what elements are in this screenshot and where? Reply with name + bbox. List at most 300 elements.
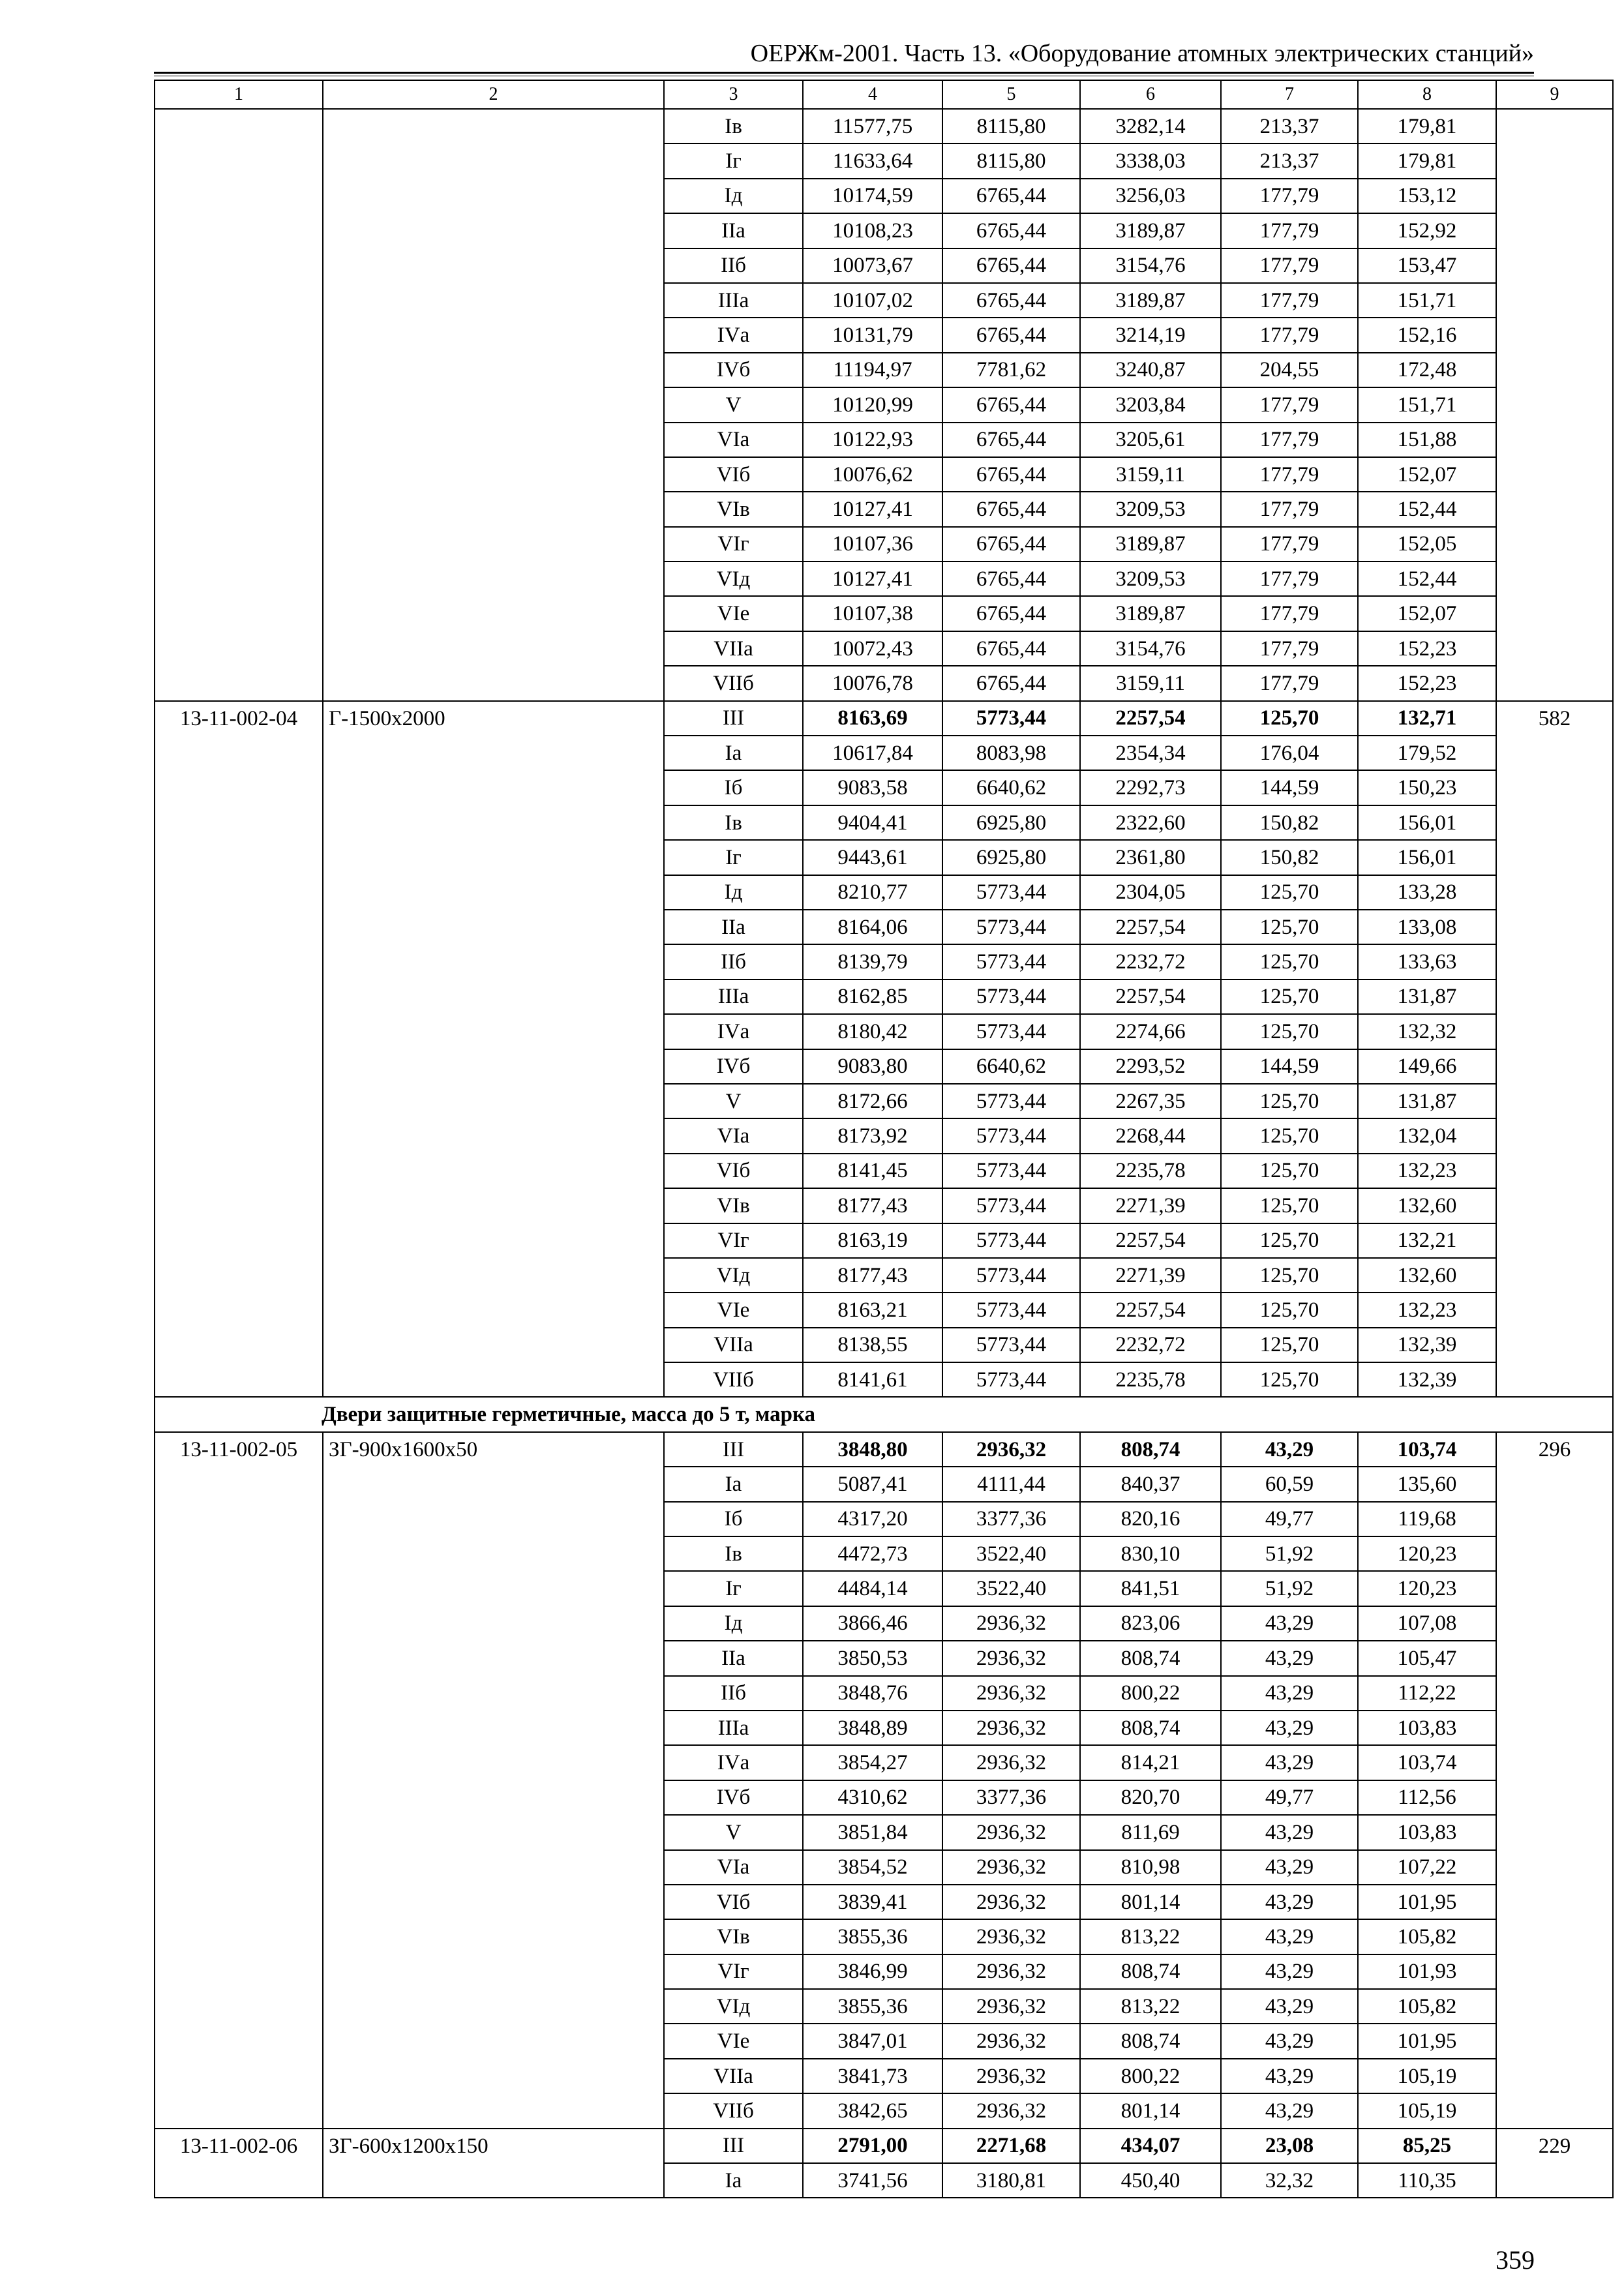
value-cell: 10108,23 [803,213,942,248]
table-row [155,2129,1613,2163]
value-cell: 152,07 [1358,457,1496,492]
value-cell: 2354,34 [1080,736,1221,770]
rate-code-cell: 13-11-002-05 [155,1432,323,2129]
value-cell: 43,29 [1221,1954,1358,1989]
zone-cell: VIг [664,1223,803,1258]
zone-cell: V [664,1815,803,1849]
table-body [155,80,1613,2198]
value-cell: 8138,55 [803,1328,942,1362]
section-heading-row [155,1397,1613,1431]
value-cell: 8173,92 [803,1118,942,1153]
value-cell: 103,74 [1358,1432,1496,1467]
column-number-header: 1 [155,80,323,109]
value-cell: 8172,66 [803,1084,942,1118]
value-cell: 2936,32 [942,1711,1080,1745]
value-cell: 8163,69 [803,701,942,736]
zone-cell: IIа [664,1641,803,1675]
value-cell: 2791,00 [803,2129,942,2163]
value-cell: 150,23 [1358,770,1496,805]
zone-cell: Iг [664,840,803,875]
value-cell: 3741,56 [803,2163,942,2198]
value-cell: 112,22 [1358,1676,1496,1711]
value-cell: 125,70 [1221,1154,1358,1188]
value-cell: 3205,61 [1080,423,1221,457]
value-cell: 820,16 [1080,1502,1221,1536]
column-9-cell: 296 [1496,1432,1613,2129]
zone-cell: VIг [664,527,803,561]
value-cell: 450,40 [1080,2163,1221,2198]
value-cell: 131,87 [1358,980,1496,1014]
value-cell: 101,95 [1358,1885,1496,1919]
value-cell: 151,71 [1358,387,1496,422]
value-cell: 6925,80 [942,840,1080,875]
value-cell: 813,22 [1080,1919,1221,1954]
equipment-name-cell [323,109,664,701]
zone-cell: VIв [664,1188,803,1223]
value-cell: 10617,84 [803,736,942,770]
value-cell: 3154,76 [1080,248,1221,283]
value-cell: 3841,73 [803,2059,942,2093]
value-cell: 2936,32 [942,1432,1080,1467]
value-cell: 2271,68 [942,2129,1080,2163]
value-cell: 2293,52 [1080,1049,1221,1084]
zone-cell: VIа [664,1118,803,1153]
value-cell: 156,01 [1358,805,1496,840]
value-cell: 11577,75 [803,109,942,143]
value-cell: 3839,41 [803,1885,942,1919]
value-cell: 801,14 [1080,1885,1221,1919]
value-cell: 112,56 [1358,1780,1496,1815]
value-cell: 5773,44 [942,910,1080,944]
value-cell: 125,70 [1221,1328,1358,1362]
value-cell: 3855,36 [803,1919,942,1954]
zone-cell: Iб [664,770,803,805]
value-cell: 5773,44 [942,1014,1080,1049]
zone-cell: Iв [664,1536,803,1571]
zone-cell: VIд [664,1989,803,2024]
value-cell: 830,10 [1080,1536,1221,1571]
column-number-header: 3 [664,80,803,109]
value-cell: 125,70 [1221,910,1358,944]
zone-cell: VIIб [664,1362,803,1397]
value-cell: 5773,44 [942,980,1080,1014]
zone-cell: Iд [664,1606,803,1641]
value-cell: 3159,11 [1080,457,1221,492]
value-cell: 120,23 [1358,1536,1496,1571]
zone-cell: V [664,1084,803,1118]
value-cell: 3189,87 [1080,596,1221,631]
value-cell: 177,79 [1221,318,1358,352]
value-cell: 3855,36 [803,1989,942,2024]
value-cell: 5773,44 [942,1293,1080,1327]
value-cell: 5773,44 [942,701,1080,736]
value-cell: 43,29 [1221,1606,1358,1641]
value-cell: 10072,43 [803,631,942,666]
value-cell: 2936,32 [942,1885,1080,1919]
value-cell: 5773,44 [942,1118,1080,1153]
value-cell: 2304,05 [1080,875,1221,910]
value-cell: 3377,36 [942,1502,1080,1536]
value-cell: 3154,76 [1080,631,1221,666]
value-cell: 8141,45 [803,1154,942,1188]
value-cell: 3846,99 [803,1954,942,1989]
value-cell: 152,07 [1358,596,1496,631]
value-cell: 808,74 [1080,2024,1221,2058]
value-cell: 151,88 [1358,423,1496,457]
value-cell: 125,70 [1221,701,1358,736]
value-cell: 3203,84 [1080,387,1221,422]
zone-cell: VIв [664,1919,803,1954]
zone-cell: VIд [664,561,803,596]
value-cell: 814,21 [1080,1745,1221,1780]
value-cell: 10174,59 [803,179,942,213]
zone-cell: Iд [664,875,803,910]
column-number-header: 6 [1080,80,1221,109]
value-cell: 2232,72 [1080,944,1221,979]
value-cell: 3159,11 [1080,666,1221,700]
value-cell: 177,79 [1221,492,1358,526]
value-cell: 2271,39 [1080,1188,1221,1223]
value-cell: 3866,46 [803,1606,942,1641]
zone-cell: VIв [664,492,803,526]
column-number-header: 8 [1358,80,1496,109]
value-cell: 10127,41 [803,561,942,596]
value-cell: 43,29 [1221,1711,1358,1745]
value-cell: 60,59 [1221,1467,1358,1501]
value-cell: 4484,14 [803,1571,942,1606]
value-cell: 7781,62 [942,353,1080,387]
value-cell: 43,29 [1221,1919,1358,1954]
value-cell: 213,37 [1221,109,1358,143]
value-cell: 5773,44 [942,1084,1080,1118]
value-cell: 10131,79 [803,318,942,352]
value-cell: 10107,38 [803,596,942,631]
value-cell: 5773,44 [942,1188,1080,1223]
value-cell: 177,79 [1221,423,1358,457]
equipment-name-cell: ЗГ-900х1600х50 [323,1432,664,2129]
zone-cell: VIб [664,1885,803,1919]
value-cell: 10073,67 [803,248,942,283]
equipment-name-cell: Г-1500х2000 [323,701,664,1398]
zone-cell: Iб [664,1502,803,1536]
value-cell: 811,69 [1080,1815,1221,1849]
zone-cell: IVб [664,1049,803,1084]
value-cell: 10107,02 [803,283,942,318]
value-cell: 132,23 [1358,1154,1496,1188]
value-cell: 149,66 [1358,1049,1496,1084]
value-cell: 125,70 [1221,1188,1358,1223]
value-cell: 8115,80 [942,143,1080,178]
value-cell: 820,70 [1080,1780,1221,1815]
value-cell: 125,70 [1221,1084,1358,1118]
value-cell: 107,08 [1358,1606,1496,1641]
value-cell: 6765,44 [942,527,1080,561]
zone-cell: VIб [664,457,803,492]
zone-cell: Iа [664,736,803,770]
value-cell: 808,74 [1080,1432,1221,1467]
value-cell: 8083,98 [942,736,1080,770]
column-9-cell: 582 [1496,701,1613,1398]
value-cell: 101,93 [1358,1954,1496,1989]
column-number-header: 5 [942,80,1080,109]
value-cell: 840,37 [1080,1467,1221,1501]
value-cell: 6765,44 [942,631,1080,666]
value-cell: 179,52 [1358,736,1496,770]
value-cell: 132,32 [1358,1014,1496,1049]
value-cell: 4472,73 [803,1536,942,1571]
value-cell: 8177,43 [803,1258,942,1293]
value-cell: 3189,87 [1080,213,1221,248]
value-cell: 3209,53 [1080,561,1221,596]
value-cell: 23,08 [1221,2129,1358,2163]
zone-cell: IIIа [664,283,803,318]
page-number: 359 [1496,2245,1535,2275]
value-cell: 133,63 [1358,944,1496,979]
zone-cell: Iа [664,1467,803,1501]
value-cell: 2936,32 [942,2059,1080,2093]
value-cell: 2257,54 [1080,1223,1221,1258]
value-cell: 808,74 [1080,1641,1221,1675]
value-cell: 2235,78 [1080,1362,1221,1397]
value-cell: 3377,36 [942,1780,1080,1815]
value-cell: 51,92 [1221,1571,1358,1606]
value-cell: 177,79 [1221,248,1358,283]
value-cell: 9083,80 [803,1049,942,1084]
value-cell: 8210,77 [803,875,942,910]
value-cell: 43,29 [1221,1676,1358,1711]
value-cell: 2936,32 [942,1676,1080,1711]
rate-code-cell: 13-11-002-06 [155,2129,323,2198]
value-cell: 105,47 [1358,1641,1496,1675]
value-cell: 3209,53 [1080,492,1221,526]
value-cell: 2257,54 [1080,980,1221,1014]
zone-cell: IIб [664,1676,803,1711]
value-cell: 103,83 [1358,1711,1496,1745]
value-cell: 3848,89 [803,1711,942,1745]
value-cell: 10107,36 [803,527,942,561]
value-cell: 2232,72 [1080,1328,1221,1362]
value-cell: 125,70 [1221,1362,1358,1397]
value-cell: 177,79 [1221,457,1358,492]
value-cell: 2322,60 [1080,805,1221,840]
value-cell: 125,70 [1221,1014,1358,1049]
zone-cell: VIд [664,1258,803,1293]
value-cell: 43,29 [1221,2059,1358,2093]
value-cell: 131,87 [1358,1084,1496,1118]
value-cell: 2257,54 [1080,910,1221,944]
value-cell: 213,37 [1221,143,1358,178]
value-cell: 2257,54 [1080,1293,1221,1327]
value-cell: 8163,19 [803,1223,942,1258]
value-cell: 177,79 [1221,561,1358,596]
zone-cell: VIIа [664,1328,803,1362]
value-cell: 43,29 [1221,1850,1358,1885]
value-cell: 132,21 [1358,1223,1496,1258]
value-cell: 6765,44 [942,318,1080,352]
zone-cell: IIа [664,910,803,944]
value-cell: 32,32 [1221,2163,1358,2198]
value-cell: 2936,32 [942,1954,1080,1989]
value-cell: 3854,52 [803,1850,942,1885]
value-cell: 177,79 [1221,213,1358,248]
column-number-header: 7 [1221,80,1358,109]
value-cell: 10076,78 [803,666,942,700]
rate-code-cell: 13-11-002-04 [155,701,323,1398]
value-cell: 5773,44 [942,1258,1080,1293]
column-number-header: 9 [1496,80,1613,109]
value-cell: 6765,44 [942,248,1080,283]
value-cell: 6765,44 [942,596,1080,631]
value-cell: 51,92 [1221,1536,1358,1571]
value-cell: 5773,44 [942,1328,1080,1362]
value-cell: 177,79 [1221,631,1358,666]
value-cell: 172,48 [1358,353,1496,387]
value-cell: 103,74 [1358,1745,1496,1780]
value-cell: 3850,53 [803,1641,942,1675]
value-cell: 841,51 [1080,1571,1221,1606]
value-cell: 3851,84 [803,1815,942,1849]
value-cell: 434,07 [1080,2129,1221,2163]
value-cell: 152,23 [1358,666,1496,700]
value-cell: 132,60 [1358,1188,1496,1223]
value-cell: 43,29 [1221,1432,1358,1467]
value-cell: 3847,01 [803,2024,942,2058]
value-cell: 179,81 [1358,143,1496,178]
zone-cell: VIа [664,1850,803,1885]
value-cell: 152,92 [1358,213,1496,248]
value-cell: 43,29 [1221,2024,1358,2058]
value-cell: 3214,19 [1080,318,1221,352]
value-cell: 6765,44 [942,283,1080,318]
value-cell: 119,68 [1358,1502,1496,1536]
value-cell: 107,22 [1358,1850,1496,1885]
value-cell: 10127,41 [803,492,942,526]
value-cell: 10122,93 [803,423,942,457]
value-cell: 152,44 [1358,561,1496,596]
value-cell: 2936,32 [942,2024,1080,2058]
zone-cell: Iв [664,109,803,143]
zone-cell: VIе [664,2024,803,2058]
value-cell: 153,12 [1358,179,1496,213]
value-cell: 3180,81 [942,2163,1080,2198]
value-cell: 2267,35 [1080,1084,1221,1118]
value-cell: 5773,44 [942,1154,1080,1188]
zone-cell: III [664,1432,803,1467]
value-cell: 204,55 [1221,353,1358,387]
value-cell: 4111,44 [942,1467,1080,1501]
value-cell: 132,39 [1358,1362,1496,1397]
value-cell: 43,29 [1221,1885,1358,1919]
value-cell: 8163,21 [803,1293,942,1327]
value-cell: 2361,80 [1080,840,1221,875]
value-cell: 3240,87 [1080,353,1221,387]
rates-table [154,80,1614,2198]
value-cell: 9083,58 [803,770,942,805]
value-cell: 5773,44 [942,1362,1080,1397]
value-cell: 801,14 [1080,2093,1221,2128]
zone-cell: IVб [664,1780,803,1815]
value-cell: 11194,97 [803,353,942,387]
value-cell: 8139,79 [803,944,942,979]
section-heading: Двери защитные герметичные, масса до 5 т, марка [155,1397,1613,1431]
value-cell: 105,19 [1358,2093,1496,2128]
running-header-title: ОЕРЖм-2001. Часть 13. «Оборудование атомных электрических станций» [750,40,1534,67]
value-cell: 132,60 [1358,1258,1496,1293]
value-cell: 813,22 [1080,1989,1221,2024]
header-rule-thick [154,72,1534,74]
value-cell: 135,60 [1358,1467,1496,1501]
value-cell: 132,39 [1358,1328,1496,1362]
value-cell: 10076,62 [803,457,942,492]
value-cell: 3848,76 [803,1676,942,1711]
zone-cell: VIг [664,1954,803,1989]
rate-code-cell [155,109,323,701]
value-cell: 5773,44 [942,944,1080,979]
value-cell: 800,22 [1080,2059,1221,2093]
value-cell: 6640,62 [942,1049,1080,1084]
value-cell: 132,23 [1358,1293,1496,1327]
value-cell: 125,70 [1221,1223,1358,1258]
table-row [155,109,1613,143]
value-cell: 8162,85 [803,980,942,1014]
value-cell: 43,29 [1221,1989,1358,2024]
value-cell: 4317,20 [803,1502,942,1536]
value-cell: 179,81 [1358,109,1496,143]
value-cell: 3282,14 [1080,109,1221,143]
value-cell: 103,83 [1358,1815,1496,1849]
value-cell: 125,70 [1221,1118,1358,1153]
value-cell: 177,79 [1221,179,1358,213]
column-9-cell: 229 [1496,2129,1613,2198]
value-cell: 2936,32 [942,1745,1080,1780]
value-cell: 2936,32 [942,2093,1080,2128]
value-cell: 43,29 [1221,2093,1358,2128]
value-cell: 177,79 [1221,666,1358,700]
value-cell: 5773,44 [942,1223,1080,1258]
value-cell: 808,74 [1080,1954,1221,1989]
column-9-cell [1496,109,1613,701]
value-cell: 4310,62 [803,1780,942,1815]
value-cell: 43,29 [1221,1745,1358,1780]
zone-cell: Iг [664,143,803,178]
value-cell: 153,47 [1358,248,1496,283]
zone-cell: IIб [664,944,803,979]
value-cell: 5773,44 [942,875,1080,910]
zone-cell: VIIб [664,666,803,700]
value-cell: 2257,54 [1080,701,1221,736]
value-cell: 800,22 [1080,1676,1221,1711]
value-cell: 132,71 [1358,701,1496,736]
value-cell: 120,23 [1358,1571,1496,1606]
value-cell: 8164,06 [803,910,942,944]
value-cell: 9443,61 [803,840,942,875]
zone-cell: III [664,701,803,736]
zone-cell: Iд [664,179,803,213]
zone-cell: IVа [664,318,803,352]
column-number-header-row [155,80,1613,109]
value-cell: 3256,03 [1080,179,1221,213]
zone-cell: VIIа [664,2059,803,2093]
value-cell: 125,70 [1221,875,1358,910]
zone-cell: VIе [664,596,803,631]
zone-cell: IVа [664,1014,803,1049]
value-cell: 177,79 [1221,387,1358,422]
value-cell: 125,70 [1221,1258,1358,1293]
value-cell: 125,70 [1221,944,1358,979]
value-cell: 110,35 [1358,2163,1496,2198]
zone-cell: VIIб [664,2093,803,2128]
zone-cell: Iг [664,1571,803,1606]
